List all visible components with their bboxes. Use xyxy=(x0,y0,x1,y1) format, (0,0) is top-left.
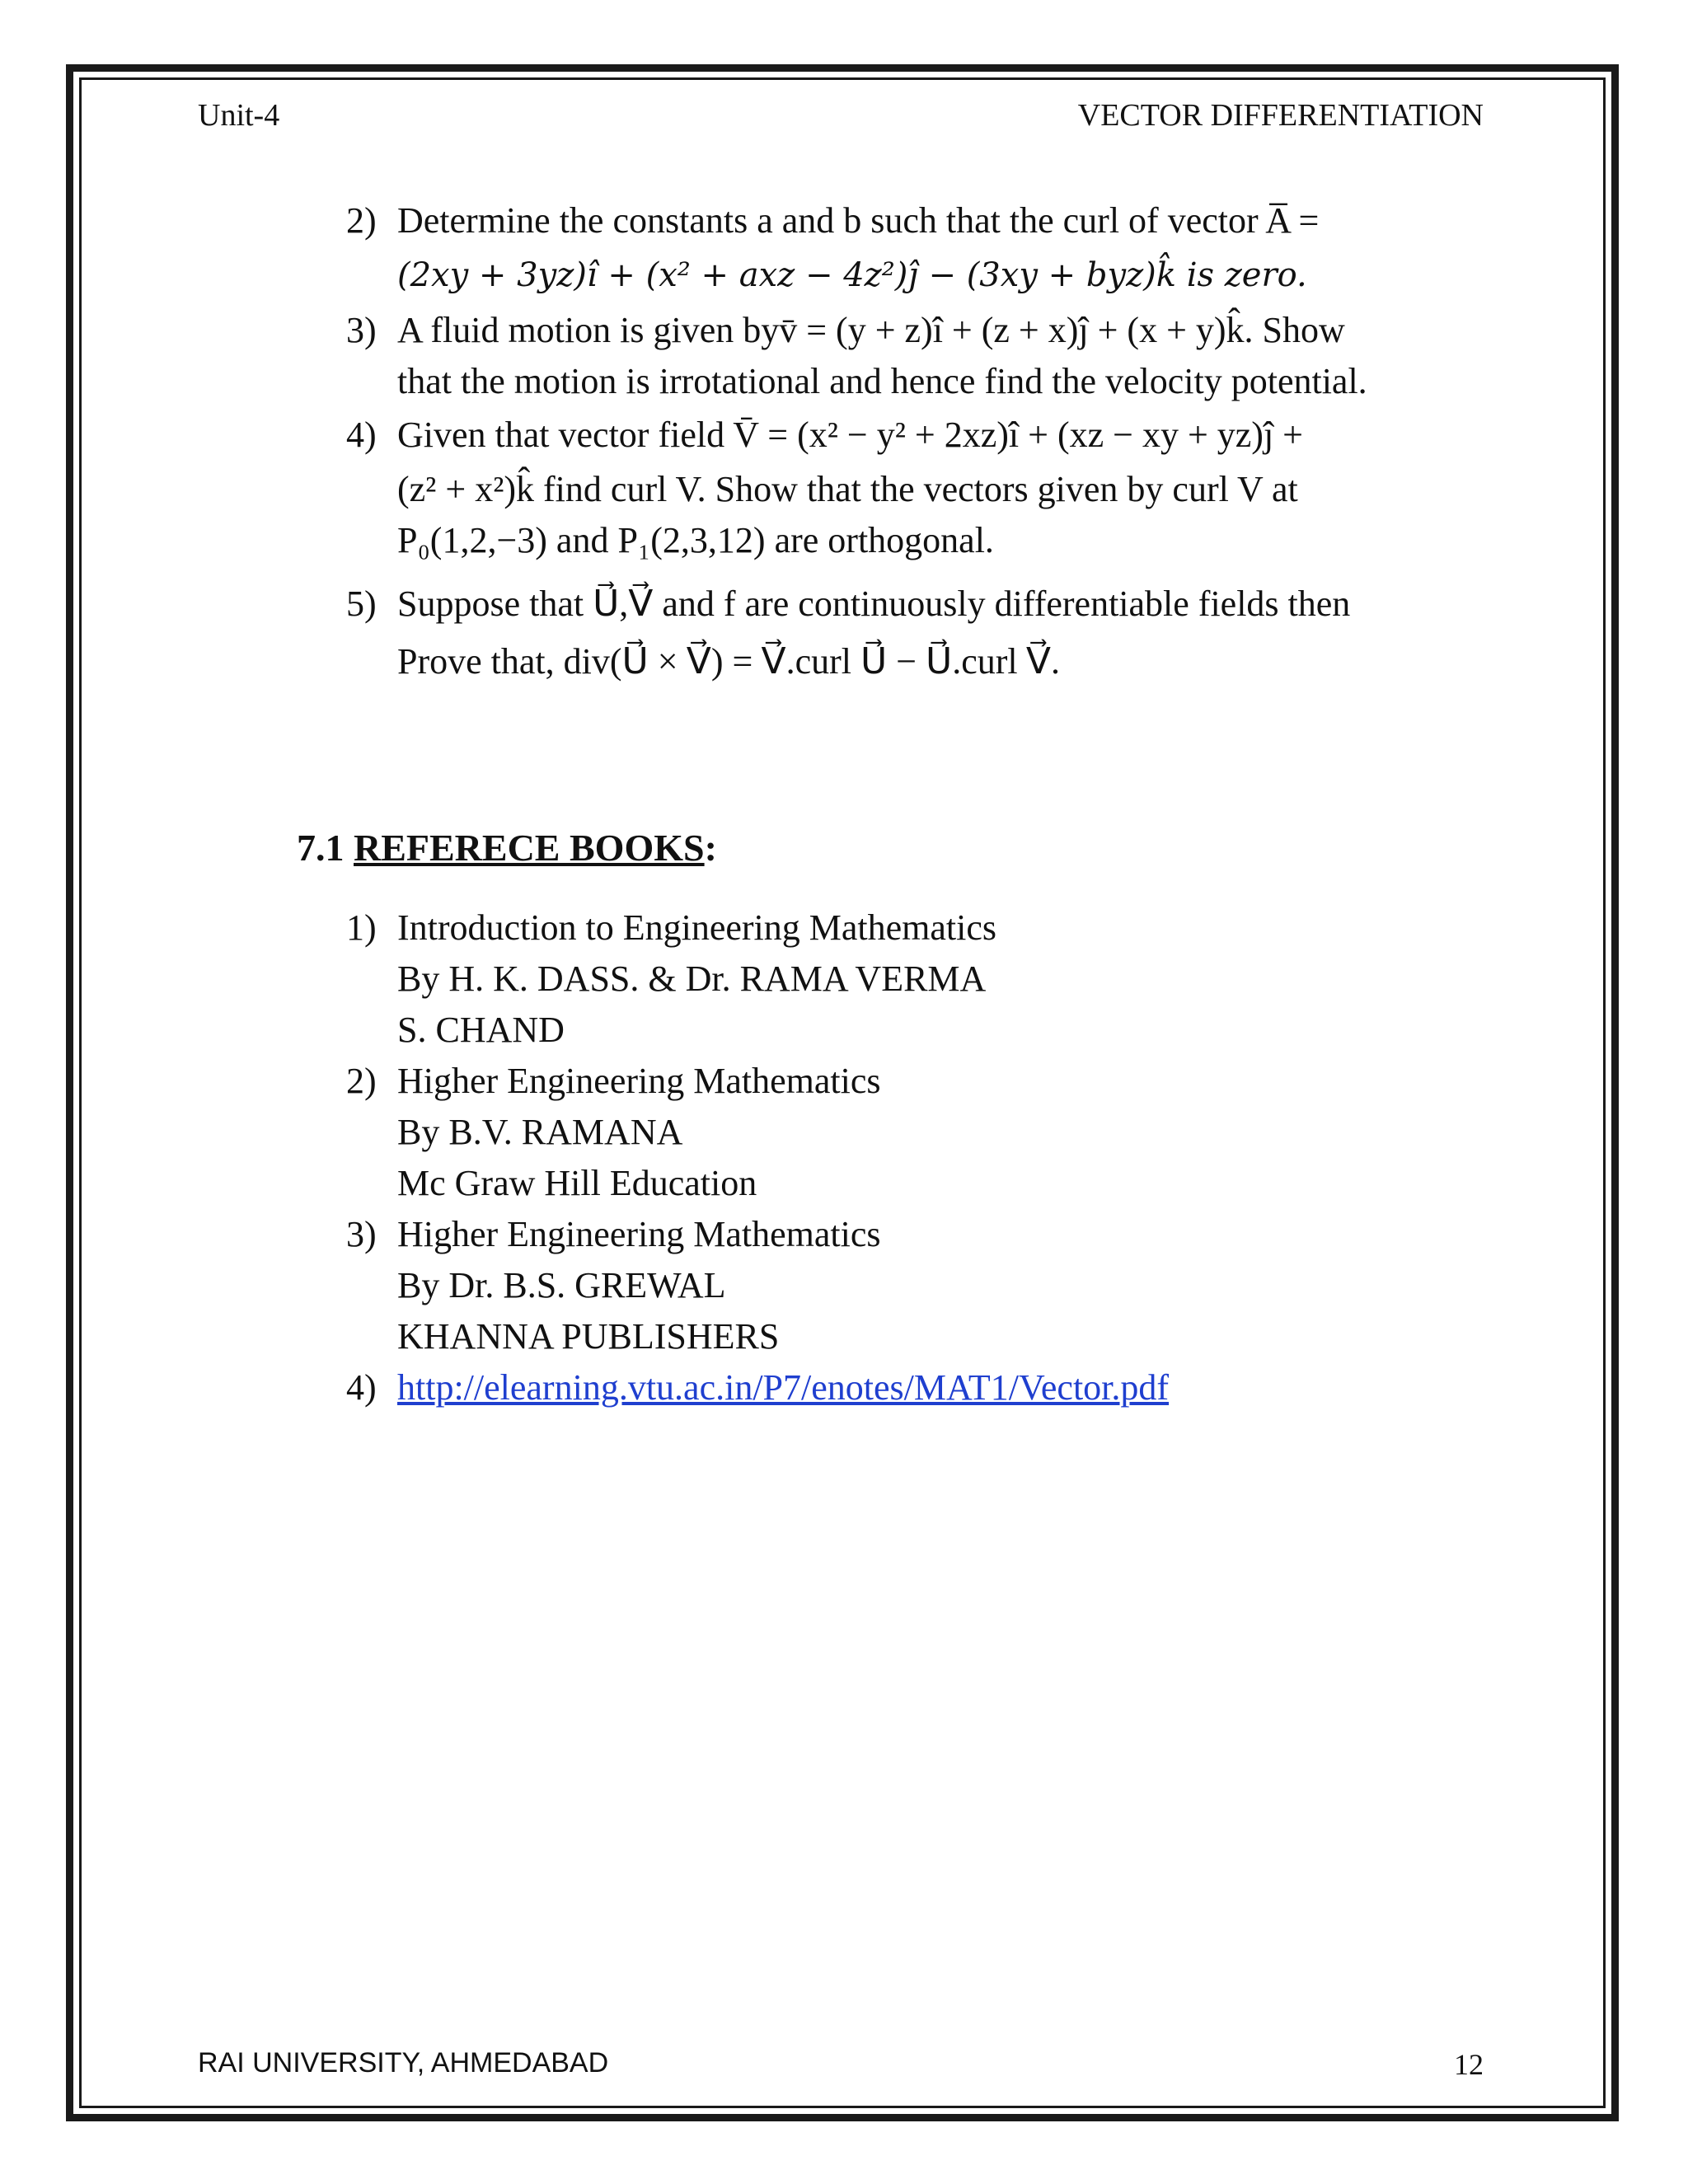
reference-publisher: Mc Graw Hill Education xyxy=(397,1163,757,1203)
reference-title: Introduction to Engineering Mathematics xyxy=(397,907,997,948)
reference-title: Higher Engineering Mathematics xyxy=(397,1061,881,1101)
question-text-line: Suppose that U⃗,V⃗ and f are continuously differentiable fields then xyxy=(397,583,1351,624)
page-number: 12 xyxy=(1454,2048,1484,2081)
reference-publisher: S. CHAND xyxy=(397,1010,565,1050)
question-text-line: P₀(1,2,−3) and P₁(2,3,12) are orthogonal. xyxy=(397,520,994,560)
reference-number: 3) xyxy=(346,1214,377,1254)
question-text-line: that the motion is irrotational and hence find the velocity potential. xyxy=(397,361,1367,401)
question-number: 4) xyxy=(346,415,377,455)
footer-university: RAI UNIVERSITY, AHMEDABAD xyxy=(198,2047,609,2079)
section-heading xyxy=(297,826,717,869)
reference-author: By B.V. RAMANA xyxy=(397,1112,683,1152)
section-title: REFERECE BOOKS xyxy=(354,827,705,869)
reference-author: By Dr. B.S. GREWAL xyxy=(397,1265,726,1305)
section-colon: : xyxy=(704,827,717,869)
question-number: 5) xyxy=(346,583,377,624)
question-text-line: A fluid motion is given byv̄ = (y + z)î + (z + x)ĵ + (x + y)k̂. Show xyxy=(397,310,1345,350)
header-title: VECTOR DIFFERENTIATION xyxy=(1077,98,1484,133)
question-text-line: Determine the constants a and b such that the curl of vector A̅ = xyxy=(397,200,1320,241)
header-unit: Unit-4 xyxy=(198,98,280,133)
reference-author: By H. K. DASS. & Dr. RAMA VERMA xyxy=(397,958,987,999)
reference-title: Higher Engineering Mathematics xyxy=(397,1214,881,1254)
reference-link[interactable]: http://elearning.vtu.ac.in/P7/enotes/MAT1/Vector.pdf xyxy=(397,1367,1170,1408)
reference-publisher: KHANNA PUBLISHERS xyxy=(397,1316,780,1357)
reference-number: 4) xyxy=(346,1367,377,1408)
section-number: 7.1 xyxy=(297,827,345,869)
question-text-line: Given that vector field V̄ = (x² − y² + 2xz)î + (xz − xy + yz)ĵ + xyxy=(397,415,1303,455)
reference-number: 1) xyxy=(346,907,377,948)
reference-number: 2) xyxy=(346,1061,377,1101)
question-text-line: (z² + x²)k̂ find curl V. Show that the vectors given by curl V at xyxy=(397,469,1298,509)
question-text-line: Prove that, div(U⃗ × V⃗) = V⃗.curl U⃗ − U⃗.curl V⃗. xyxy=(397,641,1060,682)
question-text-line: (2xy + 3yz)î + (x² + axz − 4z²)ĵ − (3xy + byz)k̂ is zero. xyxy=(397,256,1307,294)
question-number: 3) xyxy=(346,310,377,350)
question-number: 2) xyxy=(346,200,377,241)
